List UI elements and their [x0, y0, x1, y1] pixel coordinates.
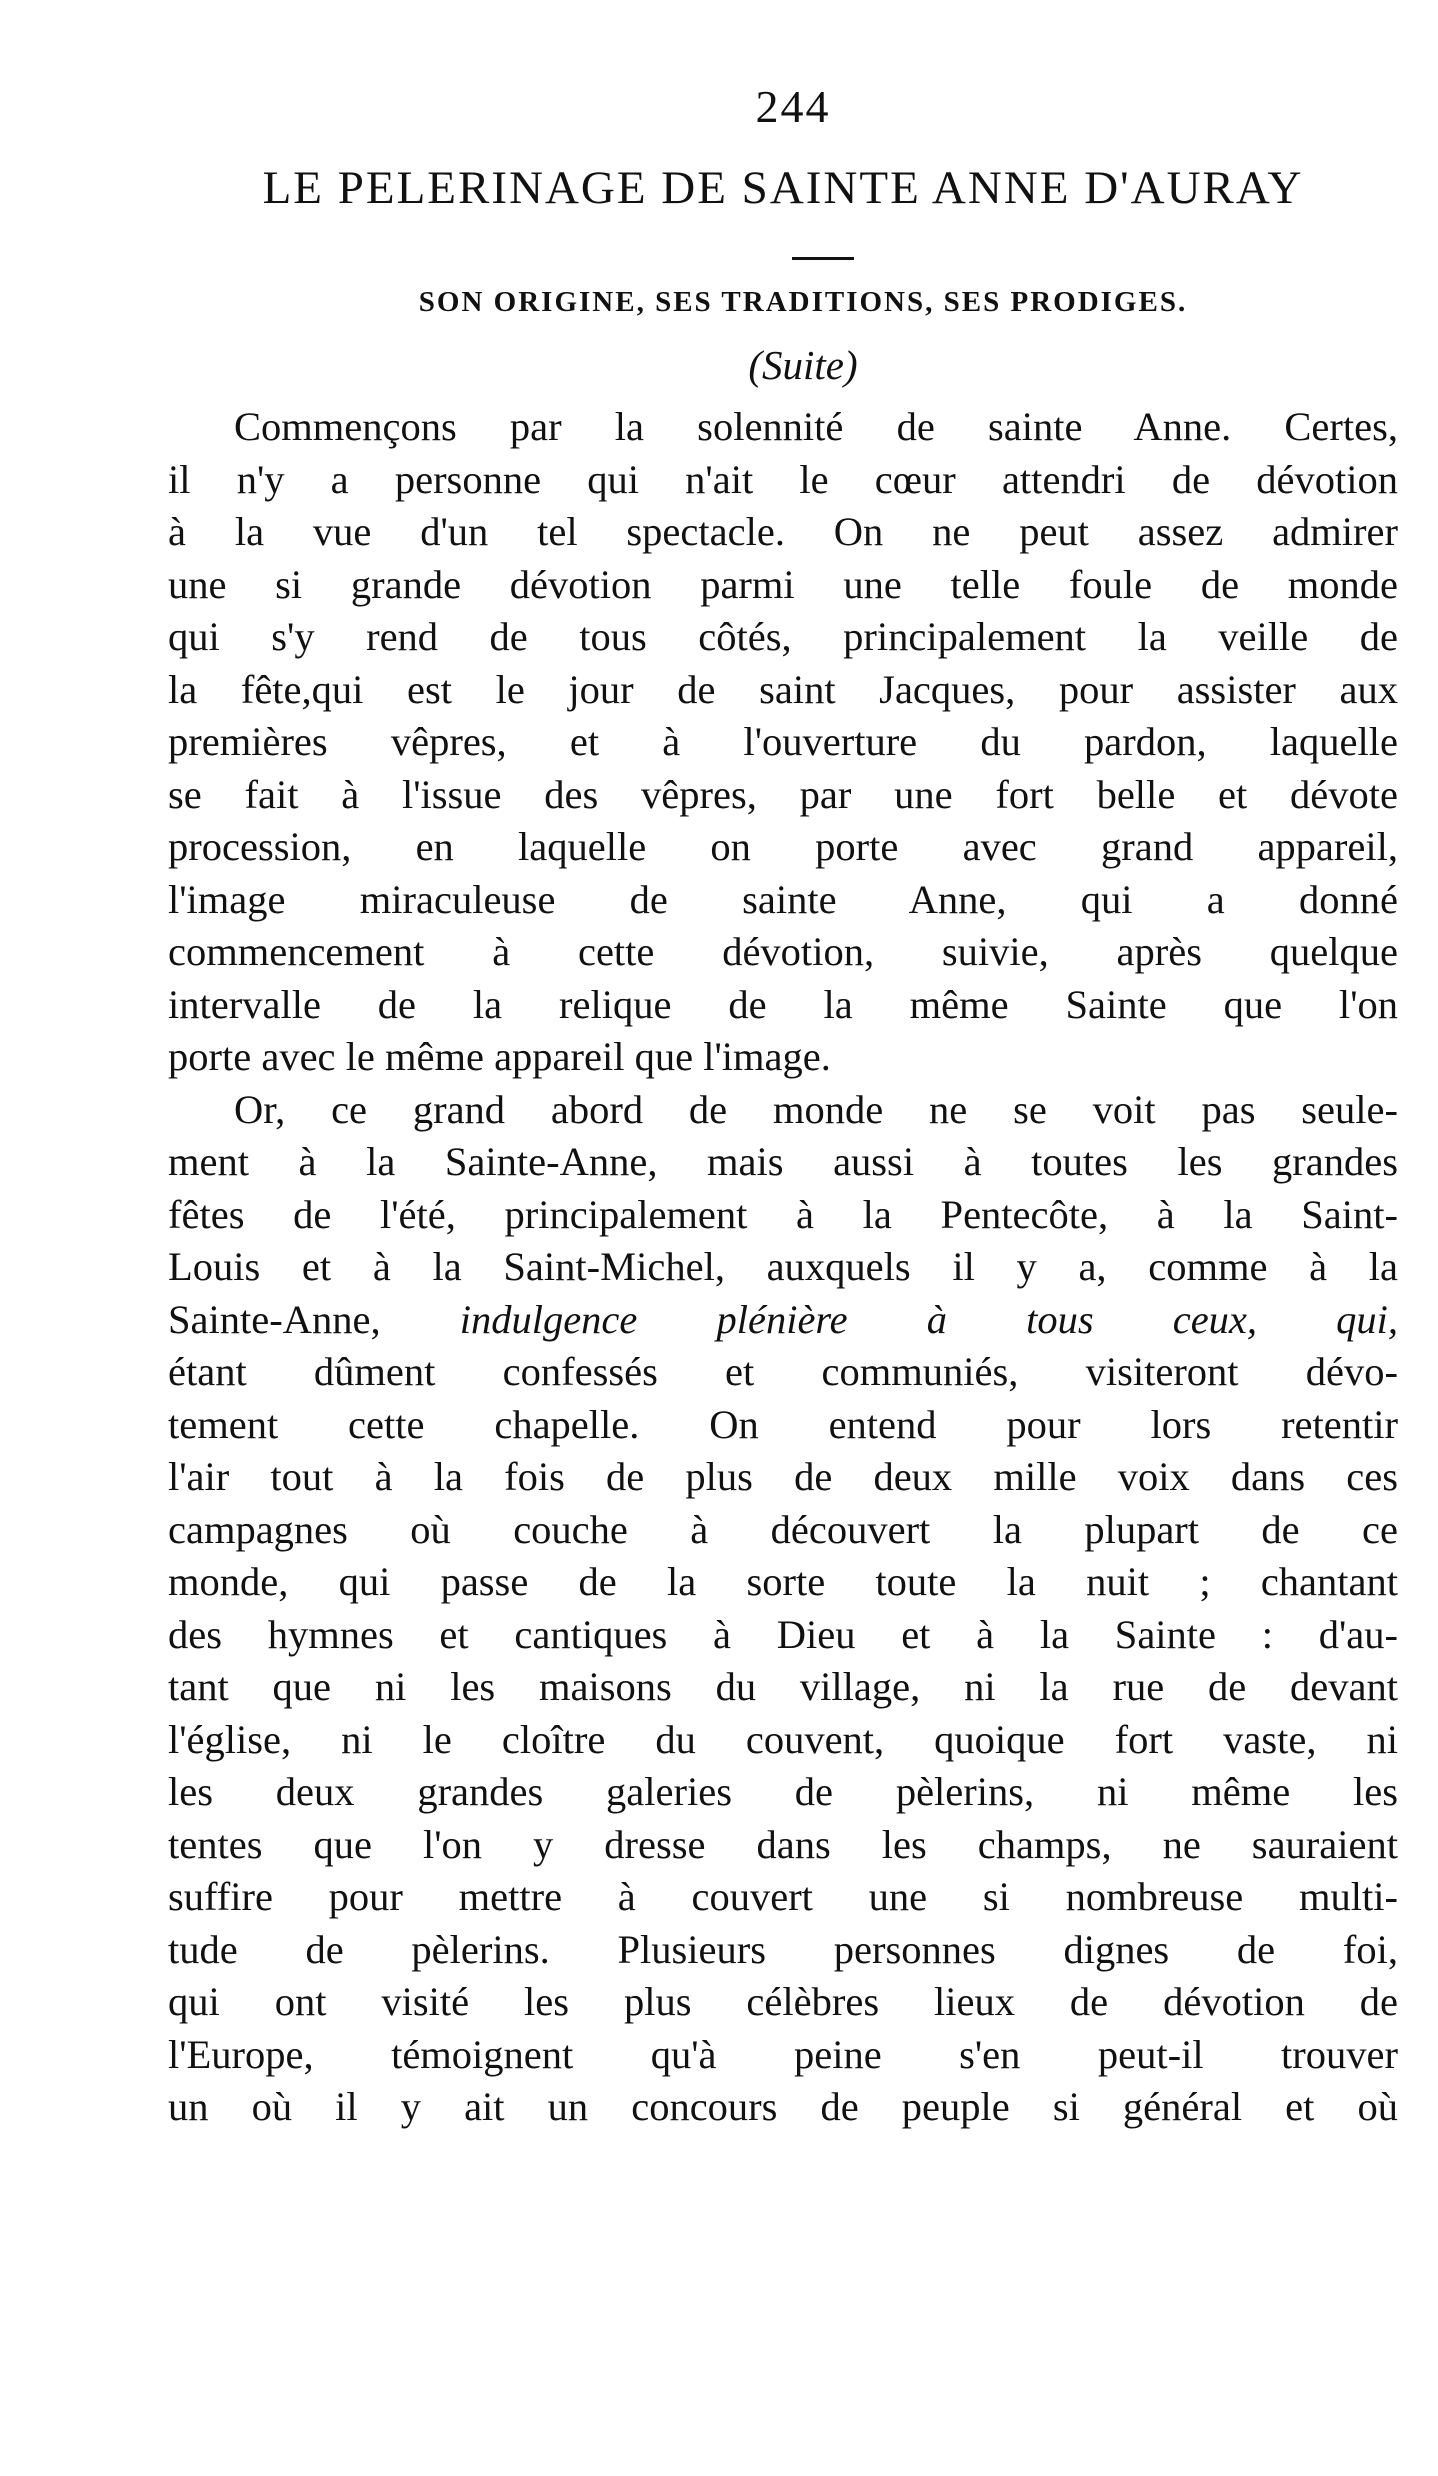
text-line: porte avec le même appareil que l'image.	[168, 1034, 831, 1079]
text-line: qui s'y rend de tous côtés, principalement la veille de	[168, 614, 1398, 659]
text-line: tant que ni les maisons du village, ni la rue de devant	[168, 1664, 1398, 1709]
text-line: fêtes de l'été, principalement à la Pentecôte, à la Saint-	[168, 1191, 1398, 1237]
text-line: commencement à cette dévotion, suivie, après quelque	[168, 929, 1398, 974]
paragraph-2	[168, 1084, 1398, 2134]
text-line: l'image miraculeuse de sainte Anne, qui a donné	[168, 876, 1398, 922]
text-segment: Sainte-Anne,	[168, 1296, 381, 1342]
page-number: 244	[755, 81, 831, 132]
text-line: la fête,qui est le jour de saint Jacques, pour assister aux	[168, 666, 1398, 712]
text-line: intervalle de la relique de la même Sainte que l'on	[168, 981, 1398, 1027]
text-line: tement cette chapelle. On entend pour lors retentir	[168, 1401, 1398, 1447]
text-line: une si grande dévotion parmi une telle foule de monde	[168, 561, 1398, 607]
book-page	[168, 80, 1398, 2440]
text-line: procession, en laquelle on porte avec grand appareil,	[168, 824, 1398, 869]
text-line: premières vêpres, et à l'ouverture du pardon, laquelle	[168, 719, 1398, 764]
text-line: tude de pèlerins. Plusieurs personnes dignes de foi,	[168, 1926, 1398, 1972]
text-line: l'Europe, témoignent qu'à peine s'en peut-il trouver	[168, 2031, 1398, 2077]
text-line: se fait à l'issue des vêpres, par une fort belle et dévote	[168, 771, 1398, 817]
text-line: Louis et à la Saint-Michel, auxquels il y a, comme à la	[168, 1244, 1398, 1289]
text-line: qui ont visité les plus célèbres lieux de dévotion de	[168, 1979, 1398, 2024]
text-line: il n'y a personne qui n'ait le cœur attendri de dévotion	[168, 456, 1398, 502]
continued-label: (Suite)	[748, 342, 858, 388]
text-line: les deux grandes galeries de pèlerins, ni même les	[168, 1769, 1398, 1814]
text-line: l'église, ni le cloître du couvent, quoique fort vaste, ni	[168, 1716, 1398, 1762]
text-line: ment à la Sainte-Anne, mais aussi à toutes les grandes	[168, 1139, 1398, 1184]
paragraph-1	[168, 401, 1398, 1084]
chapter-title: LE PELERINAGE DE SAINTE ANNE D'AURAY	[262, 162, 1304, 214]
text-line: tentes que l'on y dresse dans les champs, ne sauraient	[168, 1821, 1398, 1867]
text-line: suffire pour mettre à couvert une si nombreuse multi-	[168, 1874, 1398, 1919]
text-line: campagnes où couche à découvert la plupart de ce	[168, 1506, 1398, 1552]
text-line: l'air tout à la fois de plus de deux mille voix dans ces	[168, 1454, 1398, 1499]
text-line: des hymnes et cantiques à Dieu et à la Sainte : d'au-	[168, 1611, 1398, 1657]
text-line-mixed	[168, 1294, 1398, 1347]
text-line: à la vue d'un tel spectacle. On ne peut assez admirer	[168, 509, 1398, 554]
text-line: monde, qui passe de la sorte toute la nuit ; chantant	[168, 1559, 1398, 1604]
italic-phrase: indulgence plénière à tous ceux, qui,	[459, 1296, 1398, 1342]
text-line: Commençons par la solennité de sainte Anne. Certes,	[234, 404, 1398, 449]
title-divider	[792, 257, 854, 260]
text-line: Or, ce grand abord de monde ne se voit pas seule-	[234, 1086, 1398, 1132]
text-line: étant dûment confessés et communiés, visiteront dévo-	[168, 1349, 1398, 1394]
text-line: un où il y ait un concours de peuple si général et où	[168, 2084, 1398, 2129]
chapter-subtitle: SON ORIGINE, SES TRADITIONS, SES PRODIGES.	[418, 286, 1188, 318]
